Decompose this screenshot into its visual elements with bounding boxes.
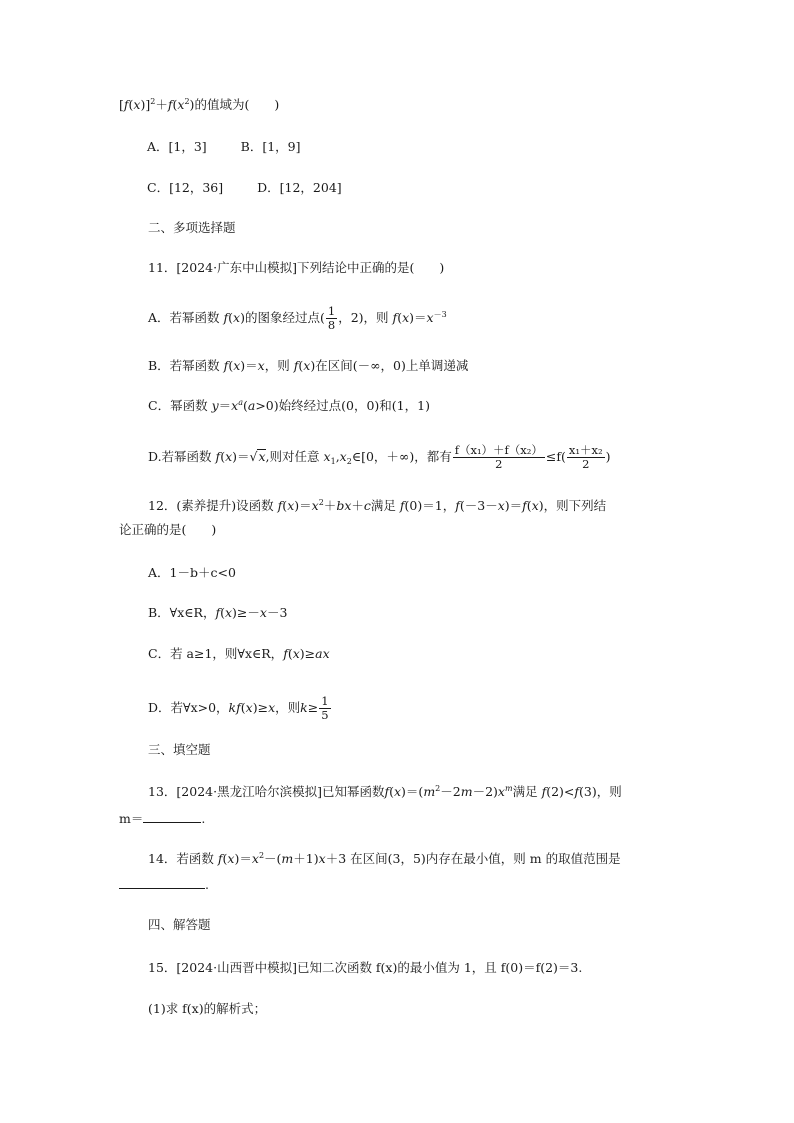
q10-options-cd (147, 180, 342, 196)
q10-option-c: C．[12，36] (147, 180, 224, 195)
q11-option-b: B．若幂函数 f(x)＝x，则 f(x)在区间(－∞，0)上单调递减 (148, 358, 469, 373)
q12-option-b: B．∀x∈R，f(x)≥－x－3 (148, 605, 288, 620)
q15-subquestion-1: (1)求 f(x)的解析式； (148, 1001, 267, 1016)
q12-option-a: A．1－b＋c<0 (148, 565, 236, 580)
section-heading-multiple-choice: 二、多项选择题 (148, 220, 236, 235)
q15-stem: 15．[2024·山西晋中模拟]已知二次函数 f(x)的最小值为 1，且 f(0)＝f(2)＝3. (148, 960, 583, 975)
section-heading-fill-blank: 三、填空题 (148, 742, 211, 757)
q11-option-a: A．若幂函数 f(x)的图象经过点( $\frac{1}{8}$ ，2)，则 $f(x)=x^{-3}$ (148, 304, 447, 332)
q14-answer-blank[interactable] (119, 876, 205, 889)
q11-stem: 11．[2024·广东中山模拟]下列结论中正确的是( ) (148, 260, 445, 275)
q10-option-b: B．[1，9] (240, 139, 301, 154)
q10-option-d: D．[12，204] (257, 180, 342, 195)
q12-option-d: D．若∀x>0，kf(x)≥x，则k≥ $\frac{1}{5}$ (148, 694, 329, 722)
q12-option-c: C．若 a≥1，则∀x∈R，f(x)≥ax (148, 646, 330, 661)
q14-line1: 14．若函数 $f(x)=x^2-(m+1)x+3$ 在区间(3，5)内存在最小值，则 m 的取值范围是 (148, 851, 621, 866)
q13-line1: 13．[2024·黑龙江哈尔滨模拟]已知幂函数$f(x)=(m^2-2m-2)x^m$满足 f(2)<f(3)，则 (148, 784, 622, 799)
q10-options-ab (147, 139, 301, 155)
fraction-average-x: $\frac{\text{x₁＋x₂}}{2}$ (568, 443, 603, 471)
fraction-average-f: $\frac{\text{f（x₁）＋f（x₂）}}{2}$ (454, 443, 543, 471)
q10-label: 的值域为( ) (194, 97, 280, 112)
q14-line2: . (119, 876, 209, 893)
q12-stem-line2: 论正确的是( ) (119, 522, 217, 537)
q11-option-c: C．幂函数 $y=x^a(a>0)$始终经过点(0，0)和(1，1) (148, 398, 430, 413)
q12-stem-line1: 12．(素养提升)设函数 $f(x)=x^2+bx+c$满足 f(0)＝1，f(－3－x)＝f(x)，则下列结 (148, 498, 607, 513)
q10-option-a: A．[1，3] (147, 139, 207, 154)
fraction-one-fifth: $\frac{1}{5}$ (321, 694, 329, 722)
q10-continuation: $[f(x)]^2+f(x^2)$的值域为( ) (119, 97, 280, 112)
q13-answer-blank[interactable] (143, 810, 201, 823)
fraction-one-eighth: $\frac{1}{8}$ (327, 304, 336, 332)
section-heading-solutions: 四、解答题 (148, 917, 211, 932)
q13-line2: m＝ . (119, 811, 206, 826)
q11-option-d: D.若幂函数 f(x)＝√x,则对任意 $x_1,x_2\in[0$，＋∞)，都有 $\frac{\text{f（x₁）＋f（x₂）}}{2}$ ≤f( $\frac{\text{x₁＋x₂}}{2}$ ) (148, 443, 611, 471)
